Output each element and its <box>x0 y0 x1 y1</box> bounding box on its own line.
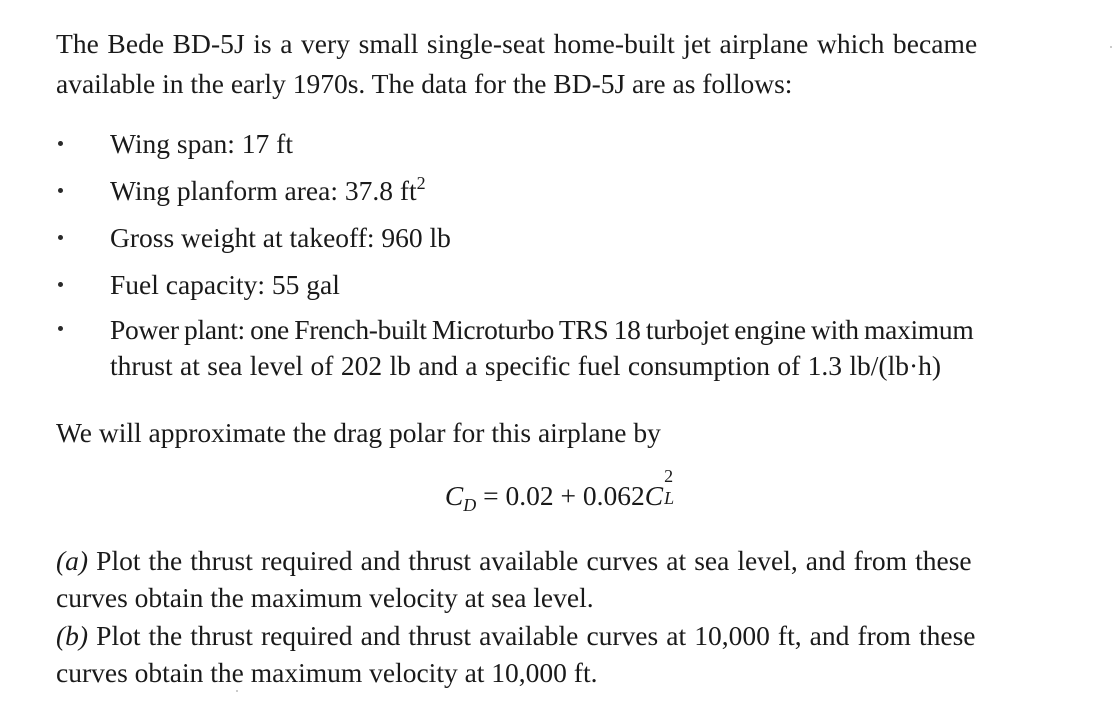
question-part-a <box>56 542 1086 616</box>
spec-superscript: 2 <box>416 173 426 193</box>
intro-line-2: available in the early 1970s. The data for the BD-5J are as follows: <box>56 68 793 99</box>
eq-rhs-sub: L <box>664 488 675 508</box>
spec-text-line-2: thrust at sea level of 202 lb and a specific fuel consumption of 1.3 lb/(lb·h) <box>110 350 942 381</box>
spec-text <box>110 171 1118 211</box>
bullet-icon <box>58 188 63 193</box>
bullet-icon <box>58 282 63 287</box>
spec-text: Fuel capacity: 55 gal <box>110 269 340 300</box>
spec-item-wing-span <box>0 124 1118 164</box>
bullet-icon <box>58 235 63 240</box>
question-part-b <box>56 617 1086 691</box>
part-a-line-1 <box>56 542 1086 579</box>
bullet-icon <box>58 326 63 331</box>
eq-rhs-sup: 2 <box>664 466 674 486</box>
drag-polar-equation <box>0 466 1118 516</box>
spec-text: Gross weight at takeoff: 960 lb <box>110 222 451 253</box>
spec-list <box>0 124 1118 391</box>
part-b-line-1 <box>56 617 1086 654</box>
eq-rhs-supsub <box>663 466 677 508</box>
spec-item-fuel-capacity <box>0 265 1118 305</box>
spec-item-power-plant <box>0 312 1118 384</box>
part-a-text-1: Plot the thrust required and thrust available curves at sea level, and from these <box>88 545 972 576</box>
scan-artifact <box>1110 46 1112 48</box>
spec-item-gross-weight <box>0 218 1118 258</box>
eq-lhs-sub: D <box>463 495 477 515</box>
eq-lhs-var: C <box>444 480 464 511</box>
bullet-icon <box>58 141 63 146</box>
intro-line-1: The Bede BD-5J is a very small single-seat home-built jet airplane which became <box>56 28 978 59</box>
spec-text-main: Wing planform area: 37.8 ft <box>110 175 417 206</box>
spec-text: Wing span: 17 ft <box>110 128 293 159</box>
spec-item-wing-area <box>0 171 1118 211</box>
spec-text <box>110 312 1085 384</box>
spec-text-line-1: Power plant: one French-built Microturbo TRS 18 turbojet engine with maximum <box>110 314 974 345</box>
part-a-label: (a) <box>56 545 89 576</box>
eq-rhs-var: C <box>644 480 664 511</box>
scan-artifact <box>236 690 238 692</box>
part-b-line-2: curves obtain the maximum velocity at 10,000 ft. <box>56 657 598 688</box>
drag-polar-intro: We will approximate the drag polar for this airplane by <box>56 417 661 448</box>
part-a-line-2: curves obtain the maximum velocity at sea level. <box>56 582 594 613</box>
intro-paragraph <box>56 24 1086 104</box>
part-b-label: (b) <box>56 620 89 651</box>
eq-rhs-text: = 0.02 + 0.062 <box>476 480 645 511</box>
part-b-text-1: Plot the thrust required and thrust available curves at 10,000 ft, and from these <box>88 620 976 651</box>
